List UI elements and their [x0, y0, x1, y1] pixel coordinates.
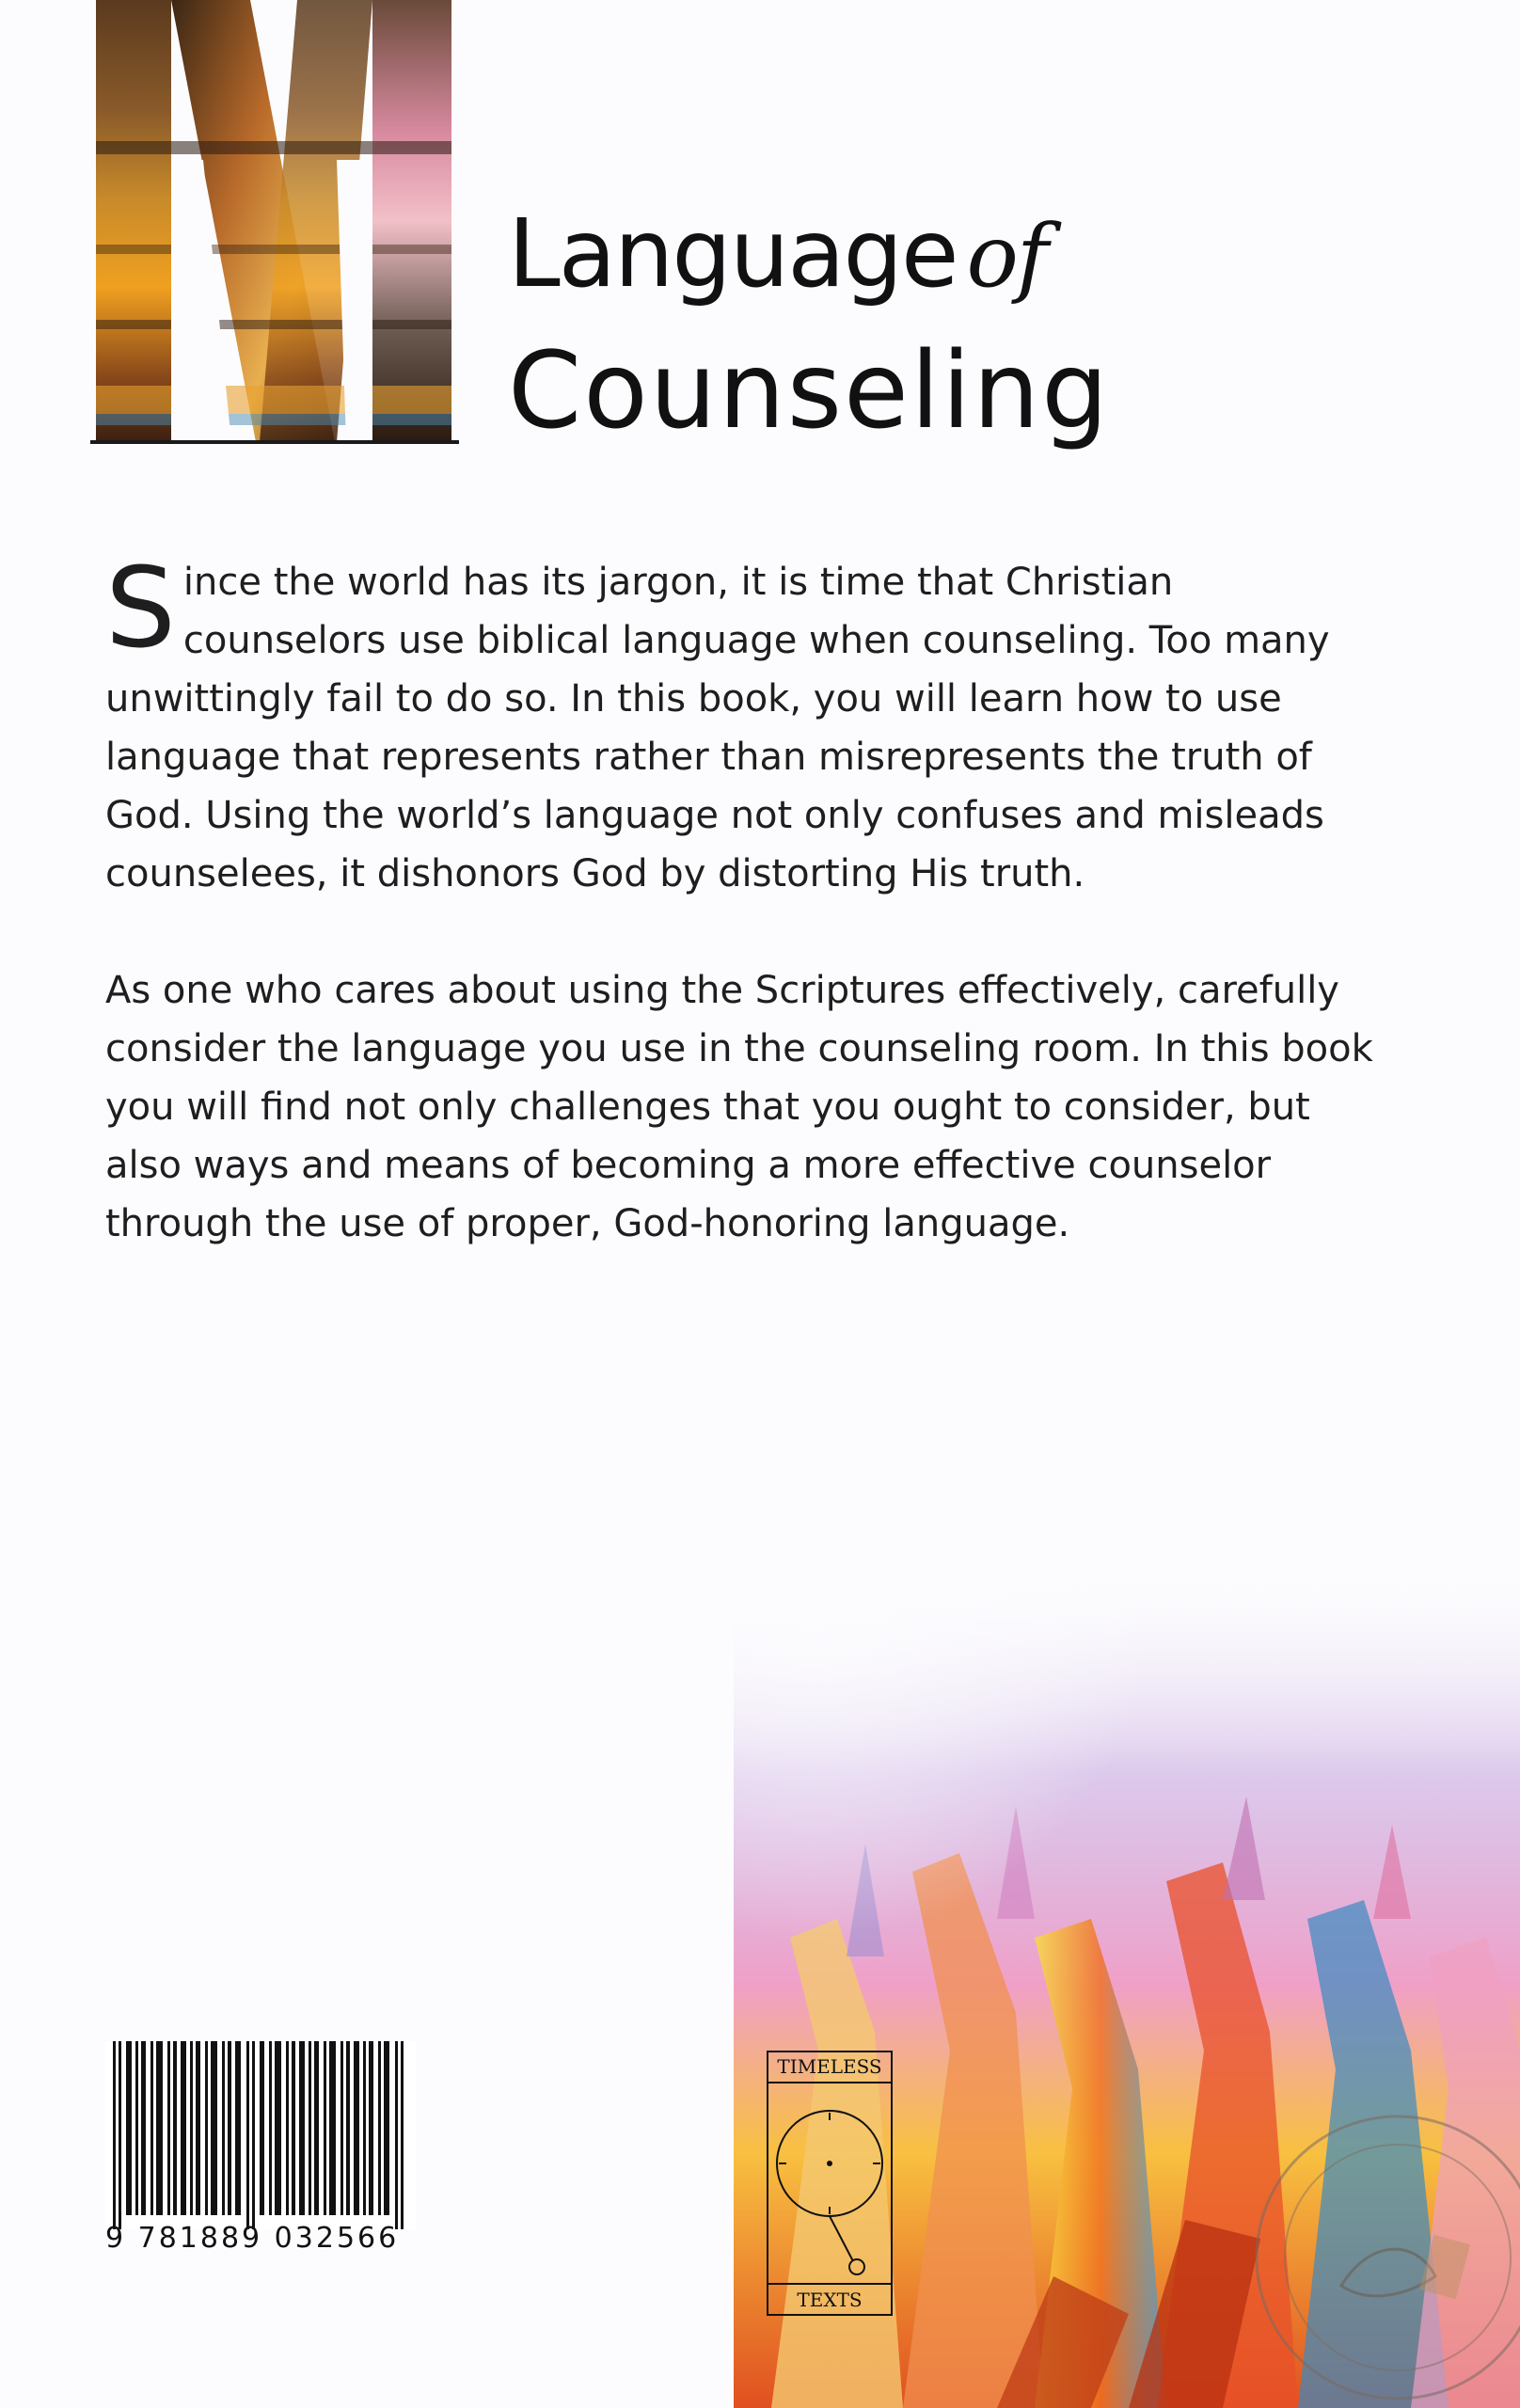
title-word-language: Language	[508, 198, 958, 309]
publisher-logo	[767, 2051, 893, 2316]
isbn-number: 9 781889 032566	[105, 2222, 400, 2255]
publisher-name-top: TIMELESS	[777, 2055, 882, 2078]
title-word-counseling: Counseling	[508, 330, 1111, 452]
m-collage-logo	[90, 0, 459, 452]
publisher-name-bottom: TEXTS	[797, 2289, 863, 2311]
publisher-clock-icon	[767, 2051, 893, 2316]
isbn-barcode	[105, 2041, 416, 2229]
bookseller-seal	[1238, 2098, 1520, 2408]
book-title	[508, 198, 1111, 452]
title-word-of: of	[966, 206, 1047, 307]
drop-cap: S	[105, 543, 176, 673]
blurb-paragraph-2: As one who cares about using the Scriptures effectively, carefully consider the language you use in the counseling room. In this book you will find not only challenges that you ought to consider, but also ways and means of becoming a more effective counselor through the use of proper, God-honoring language.	[105, 969, 1373, 1245]
blurb-paragraph-1	[105, 543, 1385, 903]
back-cover-blurb	[105, 543, 1385, 1253]
title-line-1	[508, 198, 1110, 309]
blurb-paragraph-1-text: ince the world has its jargon, it is time that Christian counselors use biblical language when counseling. Too many unwittingly fail to do so. In this book, you will learn how to use language that represents rather than misrepresents the truth of God. Using the world’s language not only confuses and misleads counselees, it dishonors God by distorting His truth.	[105, 561, 1330, 895]
